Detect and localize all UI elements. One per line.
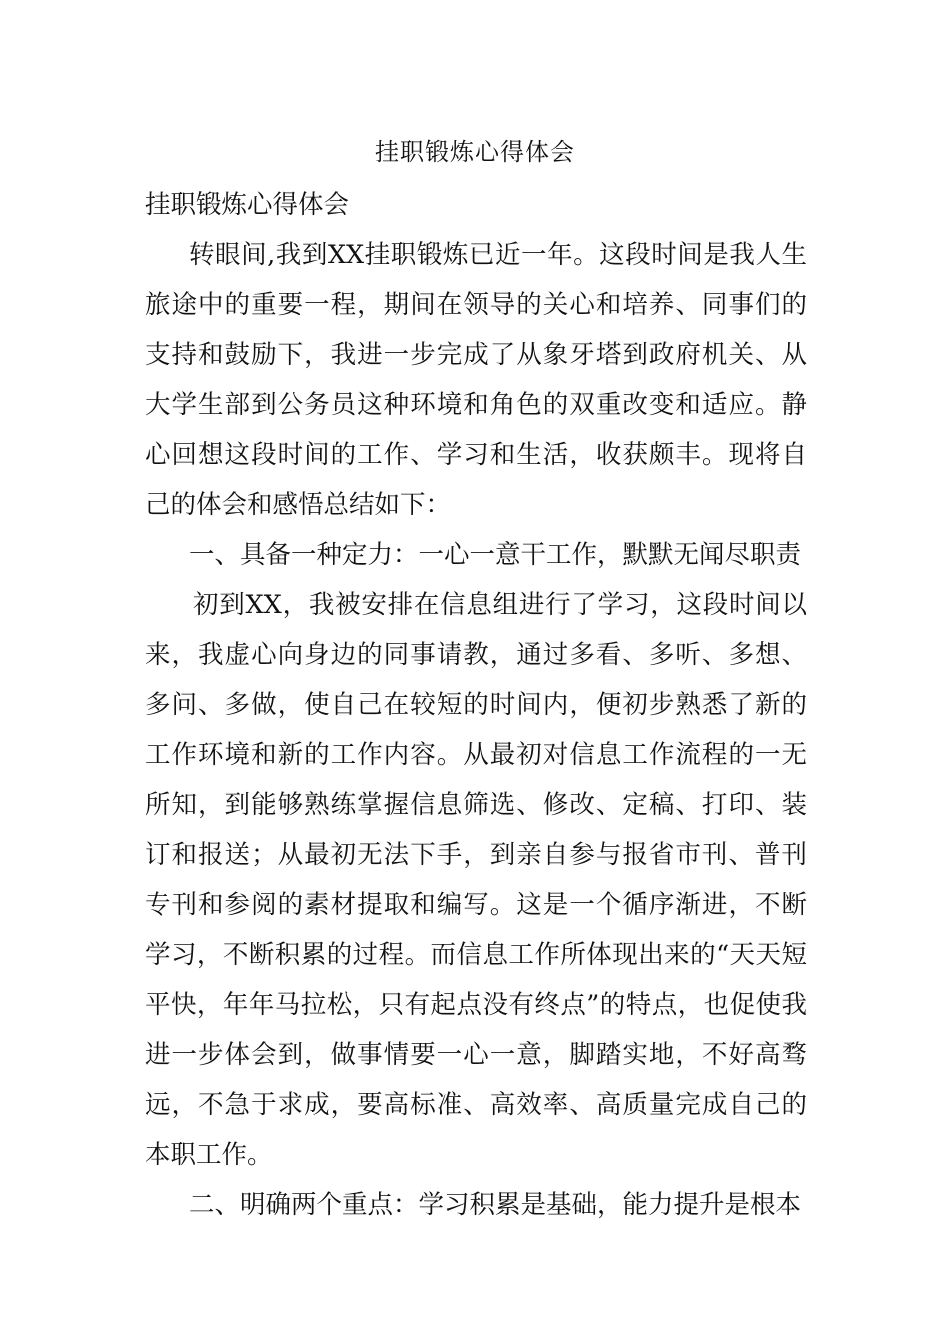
- subtitle-paragraph: 挂职锻炼心得体会: [145, 190, 350, 220]
- intro-paragraph: 转眼间,我到XX挂职锻炼已近一年。这段时间是我人生旅途中的重要一程，期间在领导的关心和培养、同事们的支持和鼓励下，我进一步完成了从象牙塔到政府机关、从大学生部到公务员这种环境和角色的双重改变和适应。静心回想这段时间的工作、学习和生活，收获颇丰。现将自己的体会和感悟总结如下：: [145, 240, 807, 520]
- document-body: [145, 180, 807, 1230]
- section-heading-1: 一、具备一种定力：一心一意干工作，默默无闻尽职责: [189, 540, 802, 570]
- document-title: 挂职锻炼心得体会: [375, 138, 575, 166]
- section-heading-2: 二、明确两个重点：学习积累是基础，能力提升是根本: [189, 1190, 802, 1220]
- section-1-paragraph: 初到XX，我被安排在信息组进行了学习，这段时间以来，我虚心向身边的同事请教，通过多看、多听、多想、多问、多做，使自己在较短的时间内，便初步熟悉了新的工作环境和新的工作内容。从最初对信息工作流程的一无所知，到能够熟练掌握信息筛选、修改、定稿、打印、装订和报送；从最初无法下手，到亲自参与报省市刊、普刊专刊和参阅的素材提取和编写。这是一个循序渐进，不断学习，不断积累的过程。而信息工作所体现出来的“天天短平快，年年马拉松，只有起点没有终点”的特点，也促使我进一步体会到，做事情要一心一意，脚踏实地，不好高骛远，不急于求成，要高标准、高效率、高质量完成自己的本职工作。: [145, 590, 807, 1170]
